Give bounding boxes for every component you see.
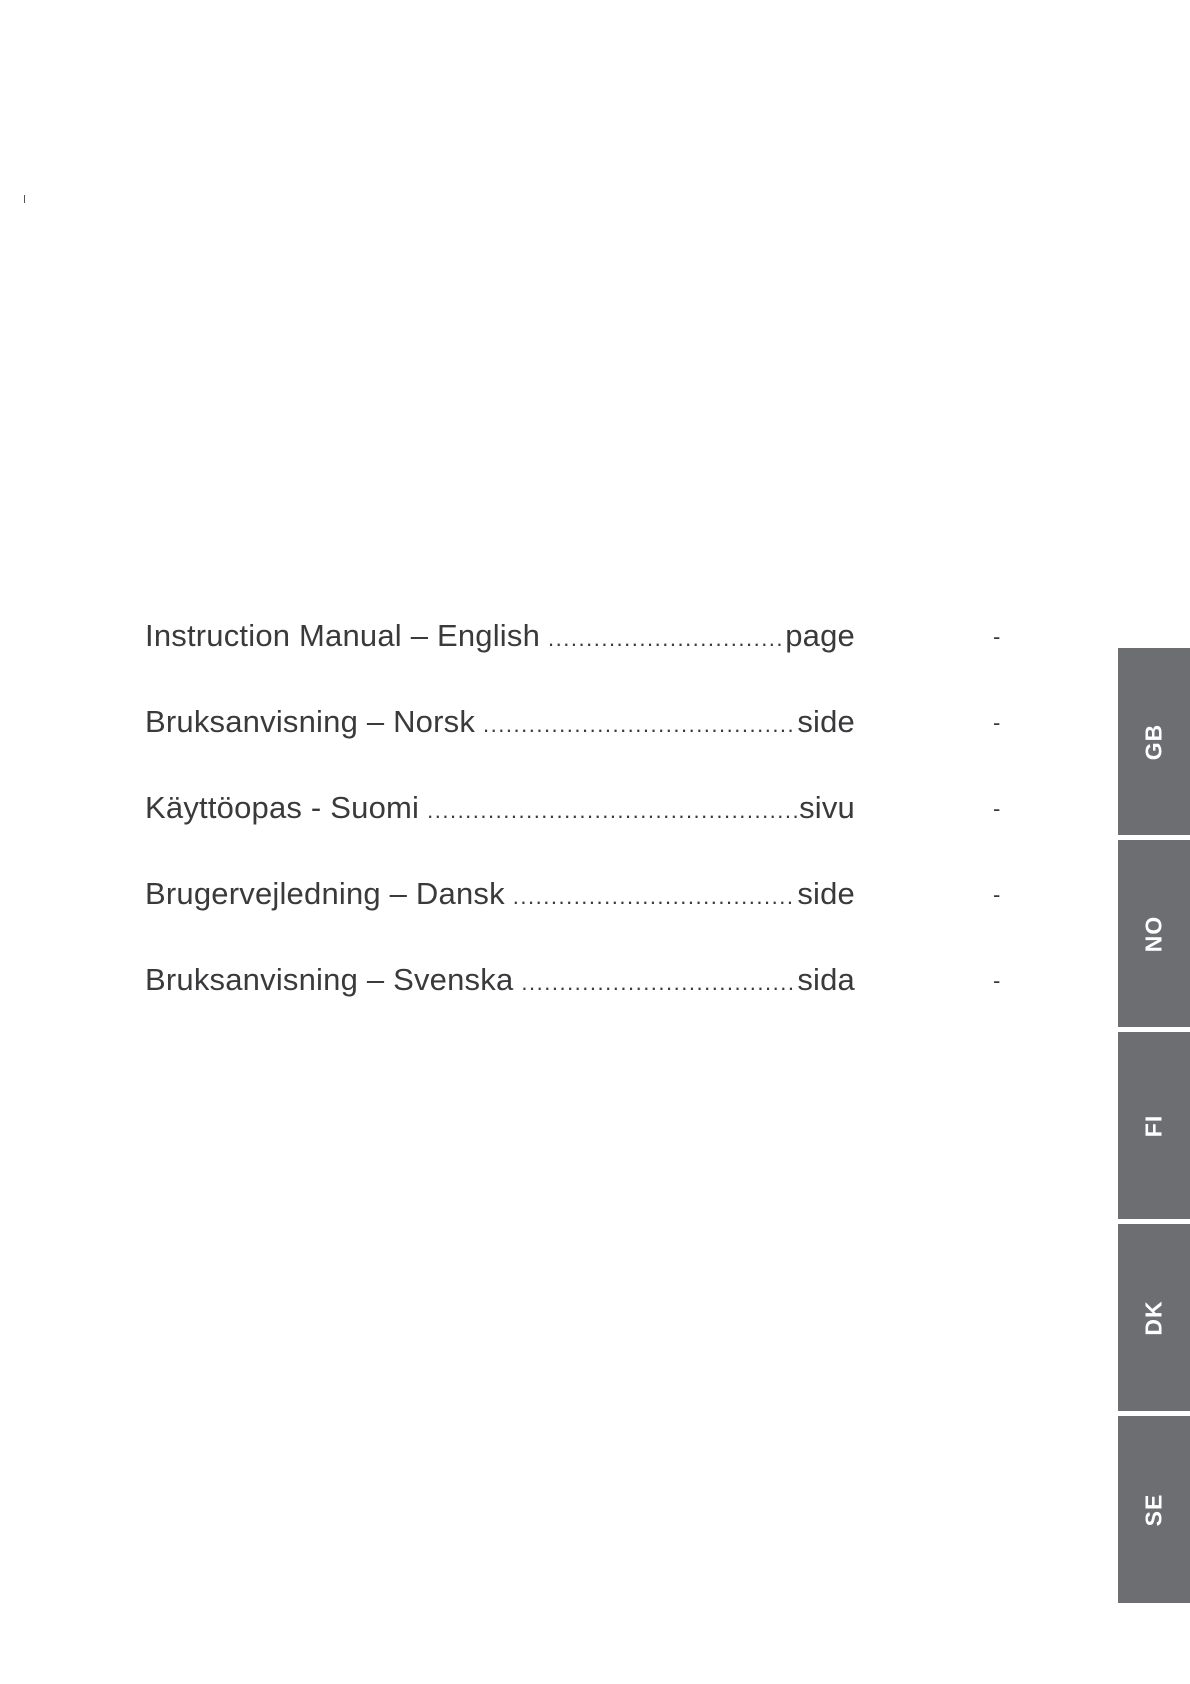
toc-entry-page-number: - [993,882,1001,907]
dot-leader [548,626,783,652]
tab-fi[interactable] [1118,1032,1190,1219]
corner-crop-mark [24,195,25,203]
tab-label: NO [1140,915,1167,952]
toc-entry-norsk[interactable] [145,704,1015,790]
toc-entry-title: Bruksanvisning – Svenska [145,962,514,997]
tab-no[interactable] [1118,840,1190,1027]
toc-entry-page-number: - [993,710,1001,735]
toc-entry-title: Brugervejledning – Dansk [145,876,505,911]
toc-entry-title: Instruction Manual – English [145,618,541,653]
toc-entry-dansk[interactable] [145,876,1015,962]
dot-leader [513,884,796,910]
toc-entry-page-word: sivu [799,790,855,825]
tab-label: SE [1140,1493,1167,1526]
toc-entry-suomi[interactable] [145,790,1015,876]
toc-entry-page-word: side [797,876,855,911]
toc-entry-page-number: - [993,968,1001,993]
tab-label: FI [1140,1114,1167,1137]
dot-leader [483,712,795,738]
toc-entry-page-number: - [993,796,1001,821]
tab-label: DK [1140,1299,1167,1336]
toc-entry-title: Bruksanvisning – Norsk [145,704,476,739]
toc-entry-page-number: - [993,624,1001,649]
dot-leader [521,970,795,996]
toc-entry-title: Käyttöopas - Suomi [145,790,420,825]
toc-entry-page-word: side [797,704,855,739]
tab-dk[interactable] [1118,1224,1190,1411]
dot-leader [427,798,797,824]
toc-entry-english[interactable] [145,618,1015,704]
language-tabs [1118,648,1190,1608]
tab-se[interactable] [1118,1416,1190,1603]
toc-entry-page-word: page [785,618,855,653]
table-of-contents [145,618,1015,1048]
toc-entry-svenska[interactable] [145,962,1015,1048]
toc-entry-page-word: sida [797,962,855,997]
tab-gb[interactable] [1118,648,1190,835]
tab-label: GB [1140,723,1167,760]
